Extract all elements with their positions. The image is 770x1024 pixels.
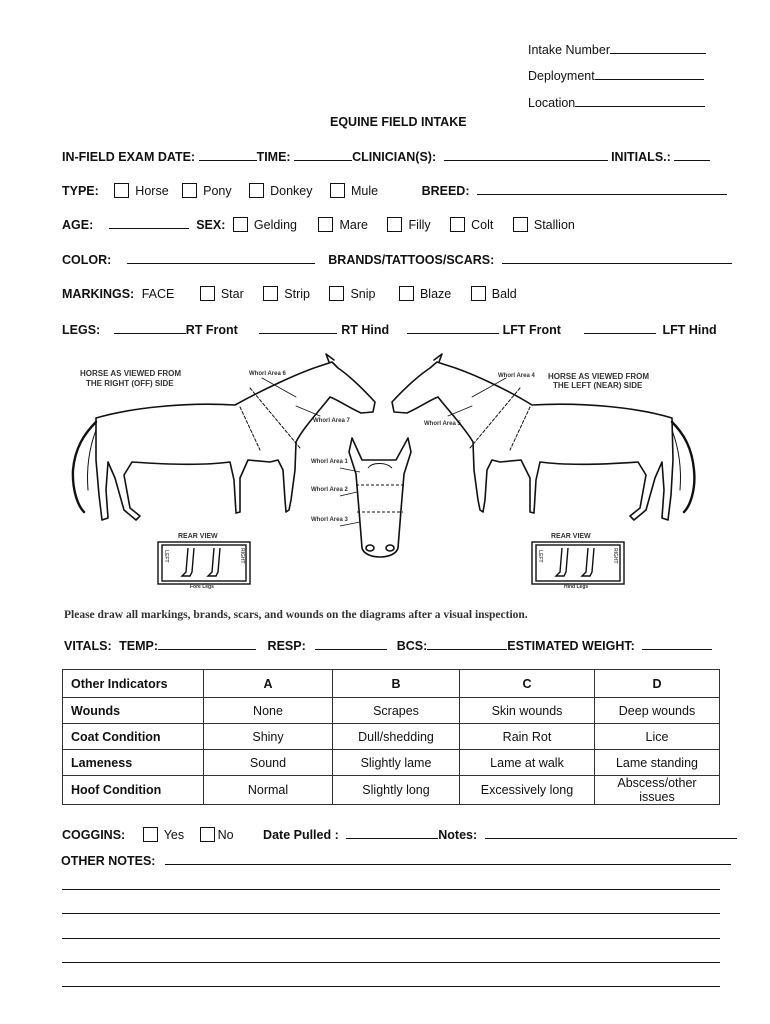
intake-number-label: Intake Number — [528, 43, 610, 57]
marking-option-label: Strip — [284, 287, 310, 301]
deployment-line[interactable] — [595, 67, 704, 80]
checkbox[interactable] — [143, 827, 158, 842]
checkbox[interactable] — [318, 217, 333, 232]
initials-label: INITIALS.: — [611, 150, 671, 164]
location-field[interactable] — [528, 94, 705, 110]
type-label: TYPE: — [62, 184, 99, 198]
type-option-mule[interactable] — [330, 184, 378, 198]
notes-blank-line[interactable] — [62, 938, 720, 939]
markings-row — [62, 286, 517, 301]
marking-option-label: Bald — [491, 287, 517, 301]
bcs-line[interactable] — [427, 637, 507, 650]
age-line[interactable] — [109, 216, 189, 229]
initials-line[interactable] — [674, 148, 710, 161]
type-option-donkey[interactable] — [249, 184, 312, 198]
whorl-4-label: Whorl Area 4 — [498, 373, 535, 379]
checkbox[interactable] — [399, 286, 414, 301]
exam-row — [62, 148, 710, 164]
table-cell[interactable]: Lame at walk — [460, 750, 595, 776]
coggins-yes-option[interactable] — [143, 828, 184, 842]
coggins-yes-label: Yes — [163, 828, 185, 842]
other-notes-line[interactable] — [165, 852, 731, 865]
checkbox[interactable] — [182, 183, 197, 198]
whorl-1-label: Whorl Area 1 — [311, 459, 348, 465]
time-line[interactable] — [294, 148, 352, 161]
marking-option-star[interactable] — [200, 287, 244, 301]
table-cell[interactable]: Shiny — [204, 724, 333, 750]
deployment-label: Deployment — [528, 69, 595, 83]
table-row — [63, 724, 720, 750]
rear-left-text-right: RIGHT — [239, 548, 245, 564]
rt-front-label: RT Front — [185, 323, 238, 337]
coggins-label: COGGINS: — [62, 828, 126, 842]
table-row — [63, 750, 720, 776]
deployment-field[interactable] — [528, 67, 704, 83]
checkbox[interactable] — [329, 286, 344, 301]
checkbox[interactable] — [114, 183, 129, 198]
age-sex-row — [62, 216, 575, 232]
sex-option-label: Filly — [408, 218, 431, 232]
left-side-caption-line1: HORSE AS VIEWED FROM — [548, 372, 650, 381]
page-title: EQUINE FIELD INTAKE — [330, 115, 467, 129]
bcs-label: BCS: — [396, 639, 428, 653]
table-cell[interactable]: Abscess/other issues — [595, 776, 720, 805]
sex-option-filly[interactable] — [387, 218, 430, 232]
vitals-label: VITALS: — [64, 639, 112, 653]
coggins-row — [62, 826, 737, 842]
row-label: Lameness — [63, 750, 204, 776]
checkbox[interactable] — [471, 286, 486, 301]
checkbox[interactable] — [330, 183, 345, 198]
marking-option-blaze[interactable] — [399, 287, 451, 301]
date-pulled-line[interactable] — [346, 826, 438, 839]
checkbox[interactable] — [263, 286, 278, 301]
temp-label: TEMP: — [119, 639, 159, 653]
table-cell[interactable]: Lame standing — [595, 750, 720, 776]
markings-label: MARKINGS: — [62, 287, 135, 301]
left-side-caption-line2: THE LEFT (NEAR) SIDE — [553, 381, 643, 390]
checkbox[interactable] — [200, 286, 215, 301]
notes-blank-line[interactable] — [62, 962, 720, 963]
type-option-horse[interactable] — [114, 184, 168, 198]
rear-right-text-left: LEFT — [537, 550, 543, 563]
notes-line[interactable] — [485, 826, 737, 839]
sex-option-colt[interactable] — [450, 218, 493, 232]
sex-option-label: Gelding — [253, 218, 297, 232]
vitals-row — [64, 637, 712, 653]
table-cell[interactable]: Deep wounds — [595, 698, 720, 724]
rear-view-right-label: REAR VIEW — [551, 533, 591, 540]
sex-option-label: Colt — [471, 218, 494, 232]
row-label: Coat Condition — [63, 724, 204, 750]
table-cell[interactable]: Dull/shedding — [333, 724, 460, 750]
marking-option-label: Blaze — [419, 287, 452, 301]
table-header-cell: C — [460, 670, 595, 698]
breed-line[interactable] — [477, 182, 727, 195]
checkbox[interactable] — [200, 827, 215, 842]
lft-front-label: LFT Front — [502, 323, 561, 337]
clinicians-label: CLINICIAN(S): — [352, 150, 437, 164]
table-cell[interactable]: Normal — [204, 776, 333, 805]
sex-option-label: Mare — [339, 218, 368, 232]
legs-label: LEGS: — [62, 323, 101, 337]
lft-hind-label: LFT Hind — [662, 323, 717, 337]
temp-line[interactable] — [158, 637, 256, 650]
checkbox[interactable] — [450, 217, 465, 232]
table-header-cell: A — [204, 670, 333, 698]
rt-front-line[interactable] — [114, 321, 186, 334]
table-row — [63, 698, 720, 724]
checkbox[interactable] — [249, 183, 264, 198]
location-label: Location — [528, 96, 576, 110]
lft-hind-line[interactable] — [584, 321, 656, 334]
row-label: Wounds — [63, 698, 204, 724]
table-cell[interactable]: None — [204, 698, 333, 724]
whorl-2-label: Whorl Area 2 — [311, 487, 348, 493]
indicators-table — [62, 669, 720, 805]
notes-blank-line[interactable] — [62, 986, 720, 987]
marking-option-snip[interactable] — [329, 287, 375, 301]
checkbox[interactable] — [387, 217, 402, 232]
weight-line[interactable] — [642, 637, 712, 650]
color-label: COLOR: — [62, 253, 112, 267]
horse-diagram[interactable] — [0, 350, 770, 625]
sex-option-stallion[interactable] — [513, 218, 575, 232]
notes-blank-line[interactable] — [62, 913, 720, 914]
checkbox[interactable] — [513, 217, 528, 232]
face-label: FACE — [141, 287, 175, 301]
table-cell[interactable]: Scrapes — [333, 698, 460, 724]
marking-option-bald[interactable] — [471, 287, 517, 301]
table-cell[interactable]: Excessively long — [460, 776, 595, 805]
brands-line[interactable] — [502, 251, 732, 264]
marking-option-strip[interactable] — [263, 287, 310, 301]
exam-date-line[interactable] — [199, 148, 257, 161]
brands-label: BRANDS/TATTOOS/SCARS: — [328, 253, 495, 267]
table-cell[interactable]: Sound — [204, 750, 333, 776]
sex-option-gelding[interactable] — [233, 218, 297, 232]
lft-front-line[interactable] — [407, 321, 499, 334]
whorl-7-label: Whorl Area 7 — [313, 418, 350, 424]
right-side-caption-line2: THE RIGHT (OFF) SIDE — [86, 379, 174, 388]
breed-label: BREED: — [421, 184, 470, 198]
rt-hind-label: RT Hind — [341, 323, 390, 337]
color-row — [62, 251, 732, 267]
notes-label: Notes: — [438, 828, 478, 842]
type-row — [62, 182, 727, 198]
intake-number-field[interactable] — [528, 41, 706, 57]
sex-option-mare[interactable] — [318, 218, 367, 232]
color-line[interactable] — [127, 251, 315, 264]
age-label: AGE: — [62, 218, 94, 232]
marking-option-label: Star — [220, 287, 244, 301]
table-cell[interactable]: Slightly lame — [333, 750, 460, 776]
rear-view-left-label: REAR VIEW — [178, 533, 218, 540]
table-cell[interactable]: Lice — [595, 724, 720, 750]
type-option-label: Donkey — [270, 184, 313, 198]
type-option-label: Pony — [203, 184, 232, 198]
rear-view-fore — [158, 542, 250, 584]
sex-option-label: Stallion — [533, 218, 575, 232]
time-label: TIME: — [256, 150, 291, 164]
legs-row — [62, 321, 717, 337]
rear-left-text-left: LEFT — [163, 550, 169, 563]
sex-label: SEX: — [196, 218, 226, 232]
resp-label: RESP: — [267, 639, 306, 653]
diagram-instruction: Please draw all markings, brands, scars, and wounds on the diagrams after a visual inspection. — [64, 609, 528, 621]
resp-line[interactable] — [315, 637, 387, 650]
right-side-caption-line1: HORSE AS VIEWED FROM — [80, 369, 182, 378]
table-header-cell: B — [333, 670, 460, 698]
table-cell[interactable]: Rain Rot — [460, 724, 595, 750]
weight-label: ESTIMATED WEIGHT: — [507, 639, 635, 653]
table-header-cell: D — [595, 670, 720, 698]
row-label: Hoof Condition — [63, 776, 204, 805]
type-option-label: Horse — [135, 184, 169, 198]
notes-blank-line[interactable] — [62, 889, 720, 890]
whorl-5-label: Whorl Area 5 — [424, 421, 461, 427]
type-option-pony[interactable] — [182, 184, 232, 198]
coggins-no-option[interactable] — [200, 828, 234, 842]
whorl-6-label: Whorl Area 6 — [249, 371, 286, 377]
fore-legs-label: Fore Legs — [190, 584, 214, 590]
other-notes-label: OTHER NOTES: — [61, 854, 156, 868]
other-notes-row — [61, 852, 731, 868]
marking-option-label: Snip — [350, 287, 376, 301]
date-pulled-label: Date Pulled : — [263, 828, 339, 842]
table-header-cell: Other Indicators — [63, 670, 204, 698]
location-line[interactable] — [575, 94, 705, 107]
rear-right-text-right: RIGHT — [612, 548, 618, 564]
table-cell[interactable]: Skin wounds — [460, 698, 595, 724]
rear-view-hind — [532, 542, 624, 584]
table-cell[interactable]: Slightly long — [333, 776, 460, 805]
type-option-label: Mule — [350, 184, 379, 198]
clinicians-line[interactable] — [444, 148, 608, 161]
intake-number-line[interactable] — [610, 41, 706, 54]
rt-hind-line[interactable] — [259, 321, 337, 334]
checkbox[interactable] — [233, 217, 248, 232]
table-header-row — [63, 670, 720, 698]
table-row — [63, 776, 720, 805]
hind-legs-label: Hind Legs — [564, 584, 589, 590]
whorl-3-label: Whorl Area 3 — [311, 517, 348, 523]
coggins-no-label: No — [217, 828, 234, 842]
horse-front-face — [340, 438, 411, 557]
exam-date-label: IN-FIELD EXAM DATE: — [62, 150, 196, 164]
